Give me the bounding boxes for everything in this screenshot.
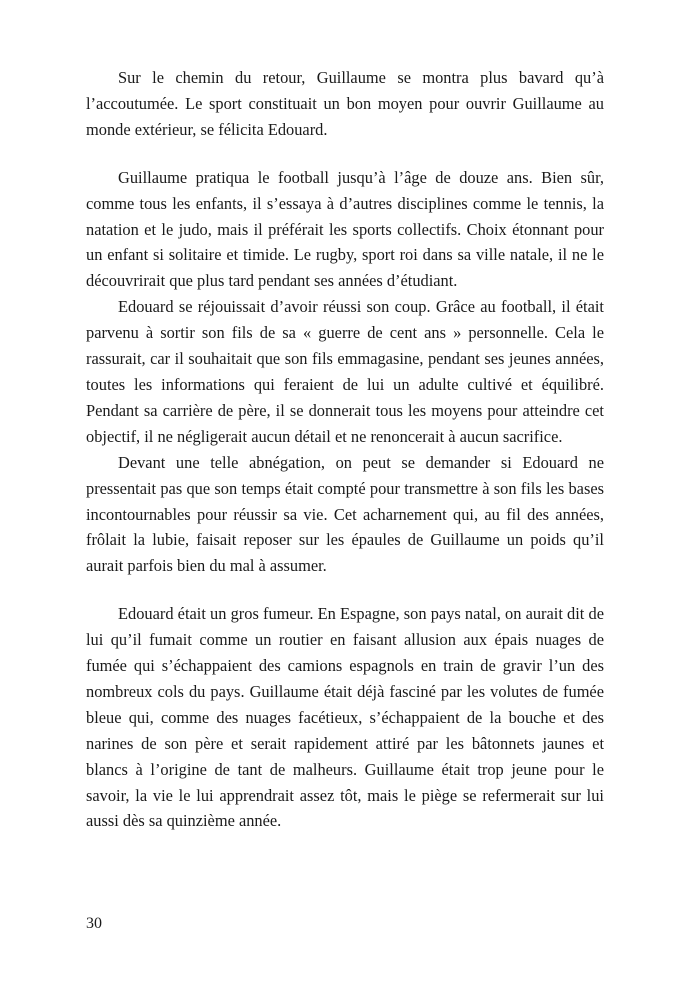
- paragraph: Edouard était un gros fumeur. En Espagne, son pays natal, on aurait dit de lui qu’il fumait comme un routier en faisant allusion aux épais nuages de fumée qui s’échappaient des camions espagnols en train de gravir l’un des nombreux cols du pays. Guillaume était déjà fasciné par les volutes de fumée bleue qui, comme des nuages facétieux, s’échappaient de la bouche et des narines de son père et serait rapidement attiré par les bâtonnets jaunes et blancs à l’origine de tant de malheurs. Guillaume était trop jeune pour le savoir, la vie le lui apprendrait assez tôt, mais le piège se refermerait sur lui aussi dès sa quinzième année.: [86, 604, 604, 831]
- paragraph: Devant une telle abnégation, on peut se demander si Edouard ne pressentait pas que son temps était compté pour transmettre à son fils les bases incontournables pour réussir sa vie. Cet acharnement qui, au fil des années, frôlait la lubie, faisait reposer sur les épaules de Guillaume un poids qu’il aurait parfois bien du mal à assumer.: [86, 452, 604, 576]
- paragraph: Guillaume pratiqua le football jusqu’à l’âge de douze ans. Bien sûr, comme tous les enfants, il s’essaya à d’autres disciplines comme le tennis, la natation et le judo, mais il préférait les sports collectifs. Choix étonnant pour un enfant si solitaire et timide. Le rugby, sport roi dans sa ville natale, il ne le découvrirait que plus tard pendant ses années d’étudiant.: [86, 167, 604, 291]
- section-break: [86, 143, 604, 165]
- body-text: [86, 65, 604, 834]
- page-number: 30: [86, 915, 102, 932]
- section-break: [86, 579, 604, 601]
- paragraph: Edouard se réjouissait d’avoir réussi son coup. Grâce au football, il était parvenu à sortir son fils de sa « guerre de cent ans » personnelle. Cela le rassurait, car il souhaitait que son fils emmagasine, pendant ses jeunes années, toutes les informations qui feraient de lui un adulte cultivé et équilibré. Pendant sa carrière de père, il se donnerait tous les moyens pour atteindre cet objectif, il ne négligerait aucun détail et ne renoncerait à aucun sacrifice.: [86, 297, 604, 446]
- paragraph: Sur le chemin du retour, Guillaume se montra plus bavard qu’à l’accoutumée. Le sport constituait un bon moyen pour ouvrir Guillaume au monde extérieur, se félicita Edouard.: [86, 68, 604, 139]
